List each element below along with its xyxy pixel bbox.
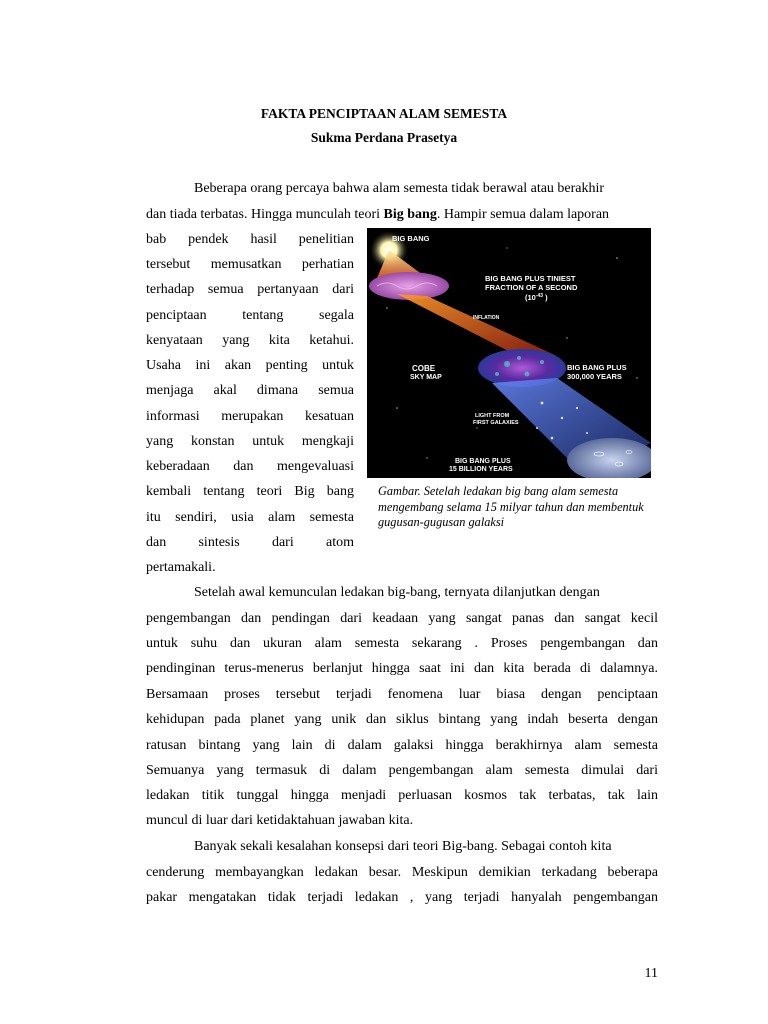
paragraph-line: muncul di luar dari ketidaktahuan jawaban kita. <box>146 813 414 828</box>
label-inflation: INFLATION <box>473 315 500 321</box>
paragraph-line: Bersamaan proses tersebut terjadi fenomena luar biasa dengan penciptaan <box>146 687 658 702</box>
label-cobe-2: SKY MAP <box>410 374 442 381</box>
paragraph-line: Beberapa orang percaya bahwa alam semesta tidak berawal atau berakhir <box>194 181 605 196</box>
document-author: Sukma Perdana Prasetya <box>310 130 458 145</box>
wrapped-line: menjaga akal dimana semua <box>146 383 354 398</box>
paragraph-line: ratusan bintang yang lain di dalam galaksi hingga berakhirnya alam semesta <box>146 738 658 753</box>
label-tiniest-3: ($10^{-43}$ ) <box>525 293 548 302</box>
paragraph-line: ledakan titik tunggal hingga menjadi perluasan kosmos tak terbatas, tak lain <box>146 788 658 803</box>
wrapped-line: kenyataan yang kita ketahui. <box>146 333 354 348</box>
inflation-cone <box>397 294 557 358</box>
wrapped-line: bab pendek hasil penelitian <box>146 232 354 247</box>
paragraph-line: untuk suhu dan ukuran alam semesta sekarang . Proses pengembangan dan <box>146 636 658 651</box>
wrapped-line: penciptaan tentang segala <box>146 308 354 323</box>
page-number: 11 <box>644 966 658 981</box>
wrapped-line: Usaha ini akan penting untuk <box>146 358 354 373</box>
paragraph-text: . Hampir semua dalam laporan <box>436 207 610 222</box>
wrapped-line: informasi merupakan kesatuan <box>146 409 354 424</box>
label-plus300k-2: 300,000 YEARS <box>567 372 622 381</box>
document-title: FAKTA PENCIPTAAN ALAM SEMESTA <box>260 106 508 121</box>
figure-caption: Gambar. Setelah ledakan big bang alam semesta mengembang selama 15 milyar tahun dan membentuk gugusan-gugusan galaksi <box>378 484 644 529</box>
wrapped-line: terhadap semua pertanyaan dari <box>146 282 354 297</box>
label-tiniest-1: BIG BANG PLUS TINIEST <box>485 274 576 283</box>
bold-term: Big bang <box>383 207 437 222</box>
wrapped-line: keberadaan dan mengevaluasi <box>146 459 354 474</box>
paragraph-line: Setelah awal kemunculan ledakan big-bang, ternyata dilanjutkan dengan <box>194 585 600 600</box>
big-bang-illustration <box>367 228 651 478</box>
paragraph-line: pakar mengatakan tidak terjadi ledakan , yang terjadi hanyalah pengembangan <box>146 890 658 905</box>
paragraph-line: pertamakali. <box>146 560 216 575</box>
label-plus15b-1: BIG BANG PLUS <box>455 458 511 465</box>
paragraph-line <box>146 206 658 224</box>
paragraph-text: dan tiada terbatas. Hingga munculah teori <box>146 207 384 222</box>
paragraph-line: pengembangan dan pendingan dari keadaan yang sangat panas dan sangat kecil <box>146 611 658 626</box>
label-plus15b-2: 15 BILLION YEARS <box>449 466 513 473</box>
wrapped-line: kembali tentang teori Big bang <box>146 484 354 499</box>
paragraph-line: Banyak sekali kesalahan konsepsi dari teori Big-bang. Sebagai contoh kita <box>194 839 612 854</box>
label-light-1: LIGHT FROM <box>475 413 510 419</box>
wrapped-line: dan sintesis dari atom <box>146 535 354 550</box>
paragraph-line: kehidupan pada planet yang unik dan siklus bintang yang indah beserta dengan <box>146 712 658 727</box>
big-bang-figure <box>367 228 651 478</box>
paragraph-line: pendinginan terus-menerus berlanjut hingga saat ini dan kita berada di dalamnya. <box>146 661 658 676</box>
paragraph-line: Semuanya yang termasuk di dalam pengembangan alam semesta dimulai dari <box>146 763 658 778</box>
label-light-2: FIRST GALAXIES <box>473 420 519 426</box>
label-plus300k-1: BIG BANG PLUS <box>567 363 627 372</box>
paragraph-line: cenderung membayangkan ledakan besar. Meskipun demikian terkadang beberapa <box>146 865 658 880</box>
wrapped-line: yang konstan untuk mengkaji <box>146 434 354 449</box>
label-tiniest-2: FRACTION OF A SECOND <box>485 283 578 292</box>
wrapped-line: itu sendiri, usia alam semesta <box>146 510 354 525</box>
label-big-bang: BIG BANG <box>392 234 430 243</box>
label-cobe-1: COBE <box>412 364 436 373</box>
wrapped-line: tersebut memusatkan perhatian <box>146 257 354 272</box>
